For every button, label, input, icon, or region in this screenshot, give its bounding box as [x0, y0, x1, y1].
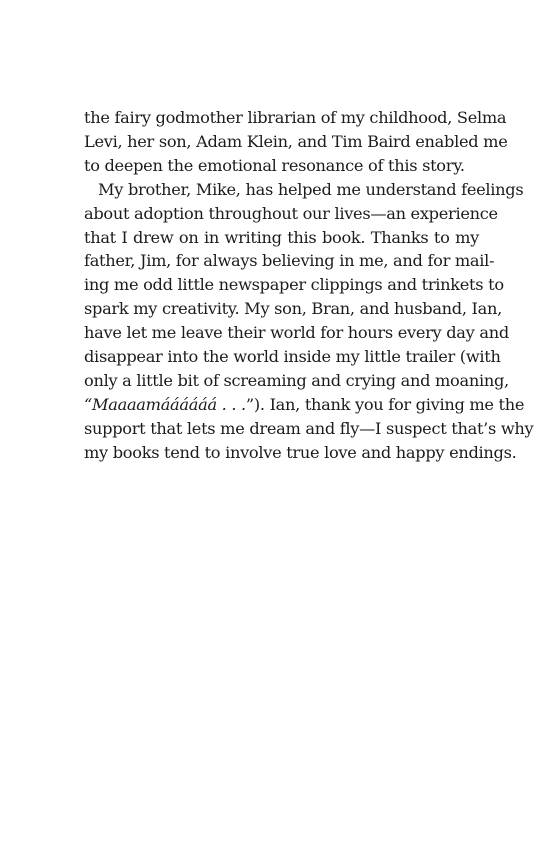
body-text [84, 106, 534, 465]
text-line: about adoption throughout our lives—an experience [84, 203, 498, 223]
quoted-cry: “Maaaamáááááá . . . [84, 394, 246, 414]
text-line: support that lets me dream and fly—I suspect that’s why [84, 418, 534, 438]
text-line: My brother, Mike, has helped me understand feelings [98, 179, 524, 199]
text-line: have let me leave their world for hours every day and [84, 323, 509, 343]
text-line: only a little bit of screaming and crying and moaning, [84, 370, 509, 390]
text-line: the fairy godmother librarian of my childhood, Selma [84, 108, 507, 127]
text-line: disappear into the world inside my little trailer (with [84, 347, 501, 367]
text-line: Levi, her son, Adam Klein, and Tim Baird enabled me [84, 131, 508, 151]
text-fragment: ”). Ian, thank you for giving me the [245, 394, 525, 414]
text-line: spark my creativity. My son, Bran, and husband, Ian, [84, 299, 502, 319]
text-line: that I drew on in writing this book. Thanks to my [84, 227, 479, 247]
text-line: to deepen the emotional resonance of this story. [84, 155, 465, 175]
text-line: ing me odd little newspaper clippings and trinkets to [84, 275, 504, 295]
text-line [84, 393, 525, 417]
text-line: father, Jim, for always believing in me, and for mail- [84, 251, 495, 271]
text-line: my books tend to involve true love and happy endings. [84, 442, 517, 462]
